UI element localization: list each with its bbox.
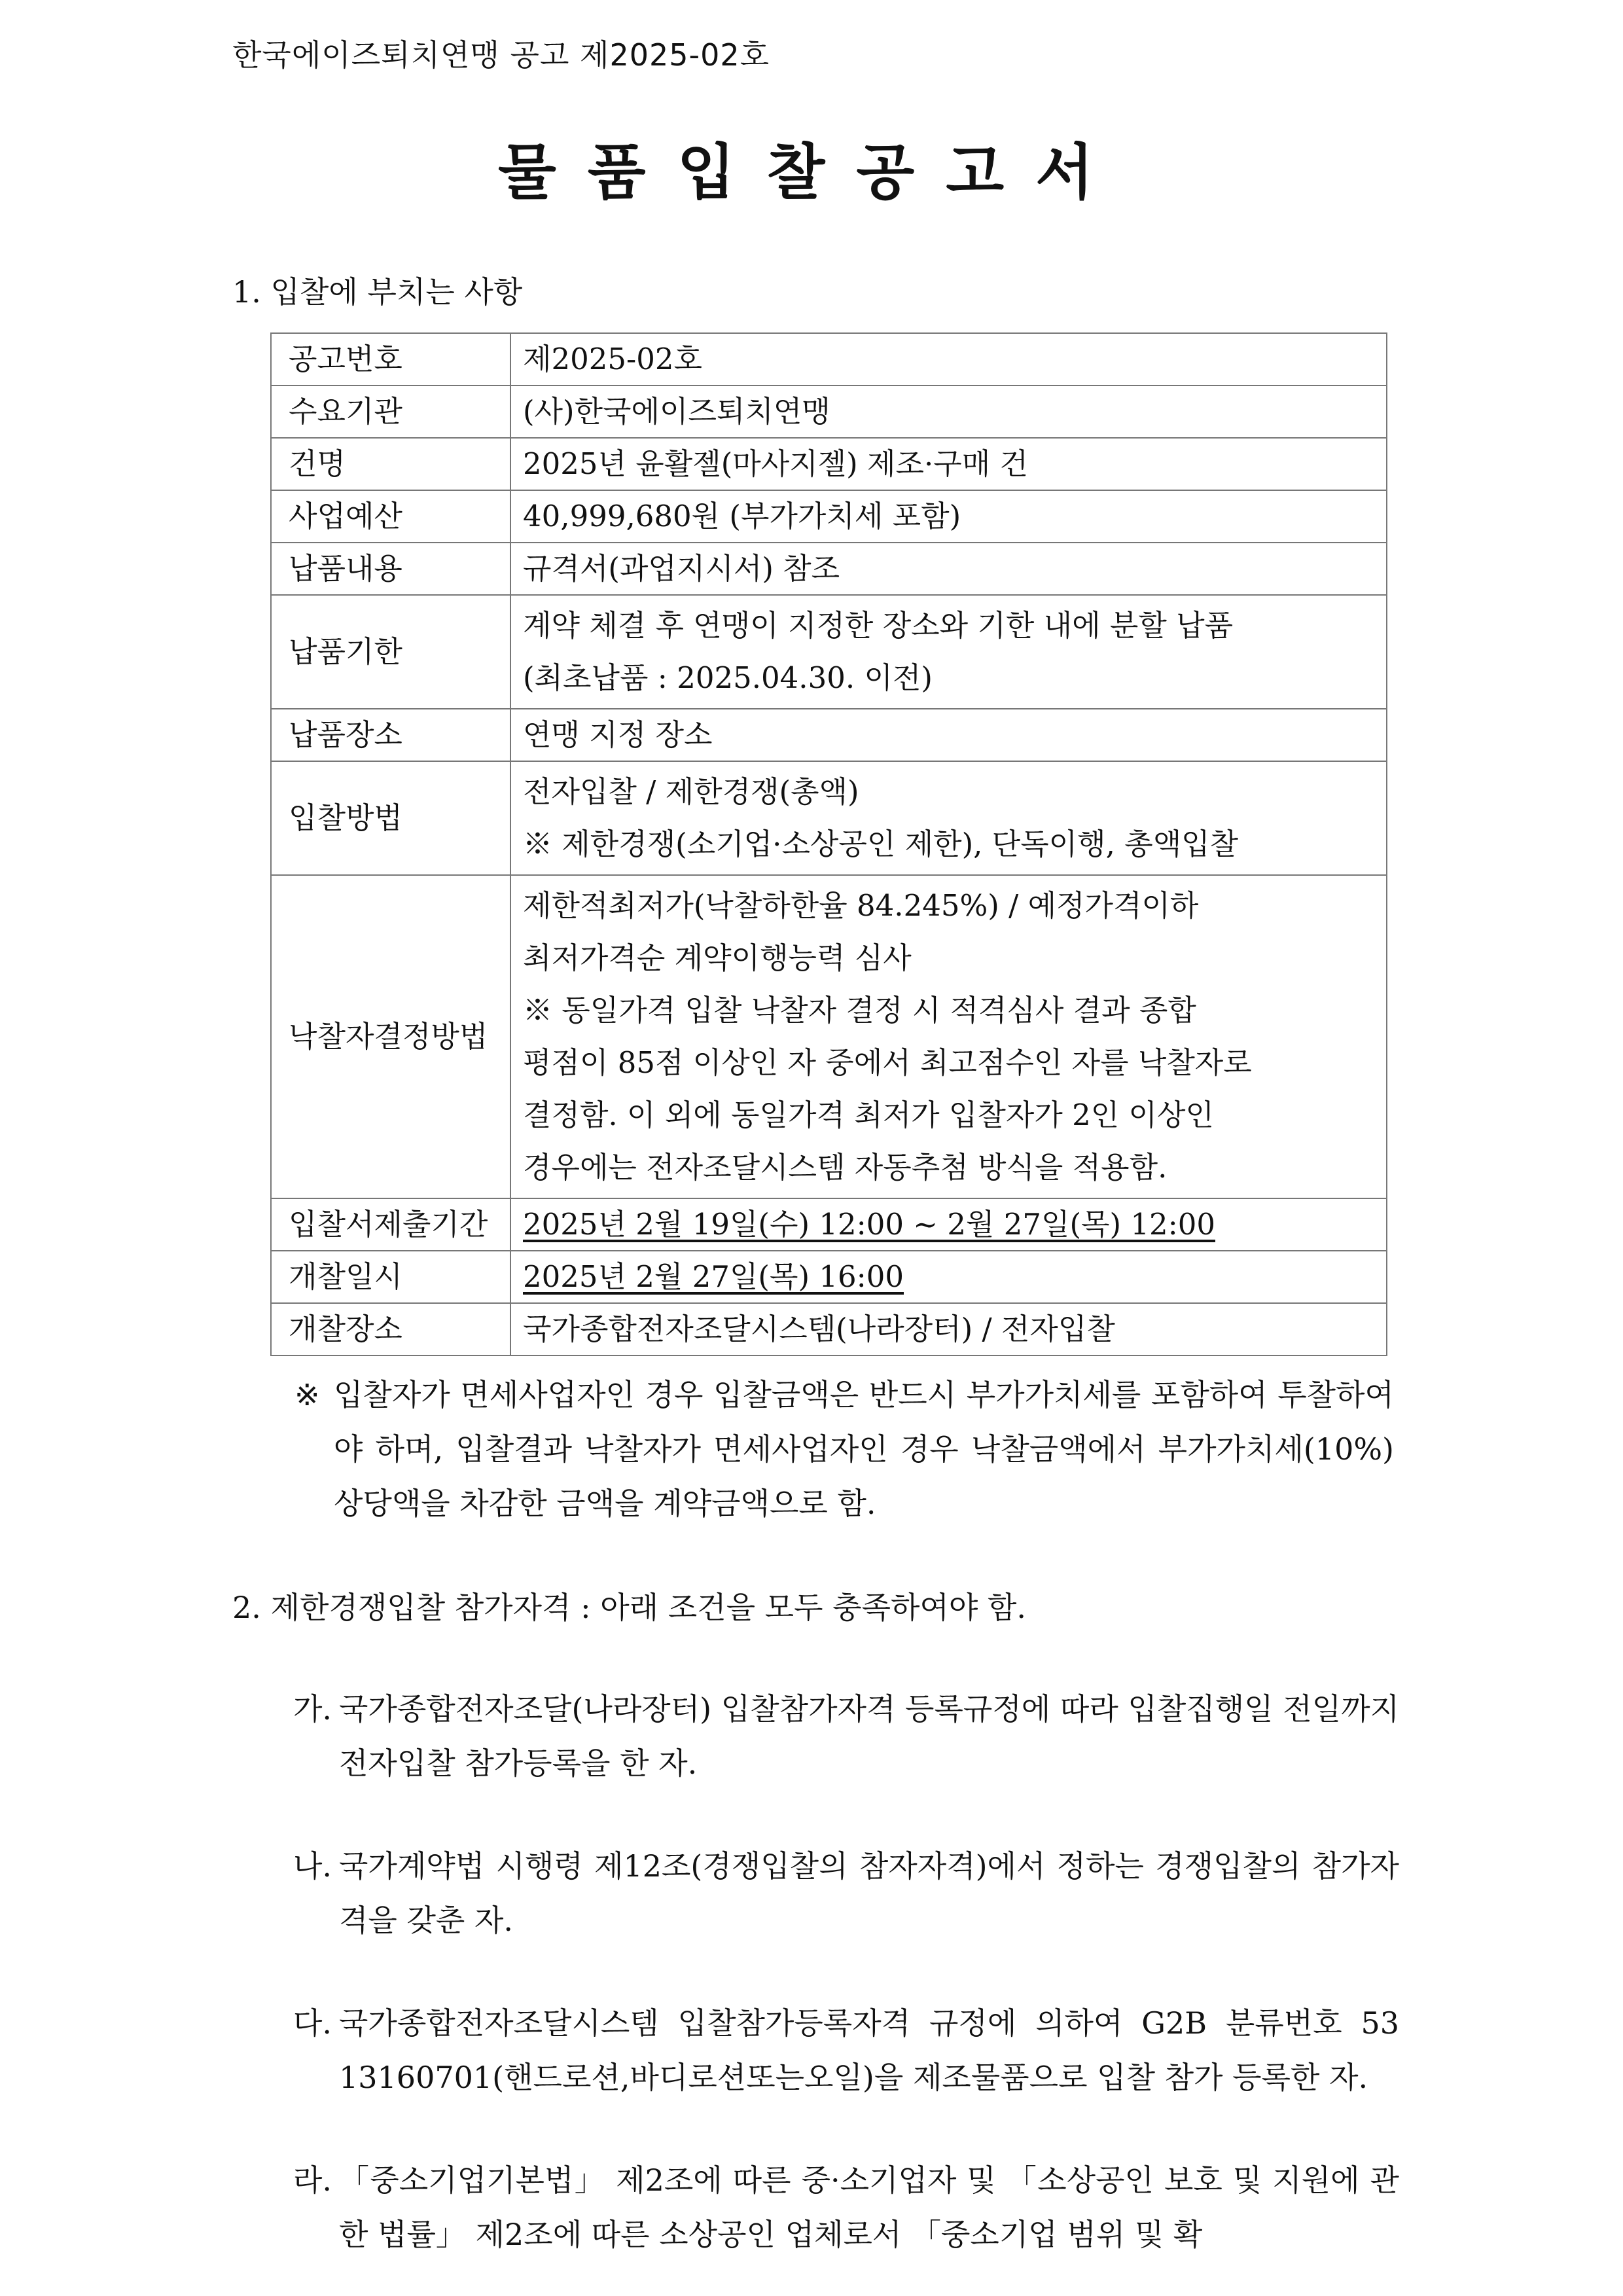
text-line: 평점이 85점 이상인 자 중에서 최고점수인 자를 낙찰자로: [523, 1045, 1252, 1080]
row-value-delivery-content: 규격서(과업지시서) 참조: [510, 543, 1387, 595]
text-line: ※ 제한경쟁(소기업·소상공인 제한), 단독이행, 총액입찰: [523, 827, 1239, 861]
text-line: 제한적최저가(낙찰하한율 84.245%) / 예정가격이하: [523, 888, 1199, 923]
section2-heading: 2. 제한경쟁입찰 참가자격 : 아래 조건을 모두 충족하여야 함.: [232, 1590, 1027, 1625]
table-row: [271, 490, 1387, 543]
list-item-text: 「중소기업기본법」 제2조에 따른 중·소기업자 및 「소상공인 보호 및 지원에 관한 법률」 제2조에 따른 소상공인 업체로서 「중소기업 범위 및 확: [339, 2162, 1399, 2252]
row-label-delivery-deadline: 납품기한: [271, 595, 510, 709]
table-row: [271, 438, 1387, 490]
row-value-delivery-deadline: [510, 595, 1387, 709]
table-row: [271, 595, 1387, 709]
list-item-text: 국가종합전자조달(나라장터) 입찰참가자격 등록규정에 따라 입찰집행일 전일까지 전자입찰 참가등록을 한 자.: [339, 1691, 1399, 1781]
row-value-agency: (사)한국에이즈퇴치연맹: [510, 386, 1387, 438]
table-row: [271, 1303, 1387, 1355]
row-label-submission-period: 입찰서제출기간: [271, 1198, 510, 1251]
list-item: [293, 1682, 1399, 1791]
notice-number-header: 한국에이즈퇴치연맹 공고 제2025-02호: [232, 37, 770, 73]
section1-heading: 1. 입찰에 부치는 사항: [232, 274, 523, 310]
text-line: 결정함. 이 외에 동일가격 최저가 입찰자가 2인 이상인: [523, 1098, 1214, 1132]
row-value-award-method: [510, 875, 1387, 1198]
row-label-delivery-place: 납품장소: [271, 709, 510, 761]
list-item-mark: 라.: [293, 2162, 332, 2198]
text-line: 경우에는 전자조달시스템 자동추첨 방식을 적용함.: [523, 1150, 1168, 1185]
row-label-award-method: 낙찰자결정방법: [271, 875, 510, 1198]
vat-note: [294, 1368, 1394, 1531]
table-row: [271, 1198, 1387, 1251]
list-item-mark: 가.: [293, 1691, 332, 1727]
row-label-budget: 사업예산: [271, 490, 510, 543]
table-row: [271, 386, 1387, 438]
list-item-text: 국가계약법 시행령 제12조(경쟁입찰의 참자자격)에서 정하는 경쟁입찰의 참가자격을 갖춘 자.: [339, 1848, 1399, 1938]
page-title: 물품입찰공고서: [497, 137, 1126, 207]
text-line: 계약 체결 후 연맹이 지정한 장소와 기한 내에 분할 납품: [523, 608, 1234, 643]
table-row: [271, 543, 1387, 595]
note-mark: ※: [294, 1377, 320, 1412]
row-value-opening-place: 국가종합전자조달시스템(나라장터) / 전자입찰: [510, 1303, 1387, 1355]
table-row: [271, 761, 1387, 875]
list-item: [293, 2153, 1399, 2262]
text-line: 전자입찰 / 제한경쟁(총액): [523, 774, 859, 809]
table-row: [271, 709, 1387, 761]
row-value-opening-datetime: [510, 1251, 1387, 1303]
list-item: [293, 1996, 1399, 2105]
row-label-opening-datetime: 개찰일시: [271, 1251, 510, 1303]
row-label-delivery-content: 납품내용: [271, 543, 510, 595]
row-value-bid-method: [510, 761, 1387, 875]
list-item: [293, 1839, 1399, 1948]
text-line: (최초납품 : 2025.04.30. 이전): [523, 660, 933, 695]
row-value-notice-no: 제2025-02호: [510, 333, 1387, 386]
table-row: [271, 875, 1387, 1198]
list-item-text: 국가종합전자조달시스템 입찰참가등록자격 규정에 의하여 G2B 분류번호 53 13160701(핸드로션,바디로션또는오일)을 제조물품으로 입찰 참가 등록한 자.: [339, 2005, 1399, 2095]
row-label-opening-place: 개찰장소: [271, 1303, 510, 1355]
row-label-agency: 수요기관: [271, 386, 510, 438]
list-item-mark: 나.: [293, 1848, 332, 1884]
row-value-submission-period: [510, 1198, 1387, 1251]
table-row: [271, 333, 1387, 386]
bid-info-table: [270, 332, 1387, 1356]
row-value-budget: 40,999,680원 (부가가치세 포함): [510, 490, 1387, 543]
row-value-delivery-place: 연맹 지정 장소: [510, 709, 1387, 761]
submission-period-text: 2025년 2월 19일(수) 12:00 ~ 2월 27일(목) 12:00: [523, 1207, 1216, 1242]
note-text: 입찰자가 면세사업자인 경우 입찰금액은 반드시 부가가치세를 포함하여 투찰하여야 하며, 입찰결과 낙찰자가 면세사업자인 경우 낙찰금액에서 부가가치세(10%) 상당액을 차감한 금액을 계약금액으로 함.: [334, 1377, 1394, 1521]
row-label-subject: 건명: [271, 438, 510, 490]
opening-datetime-text: 2025년 2월 27일(목) 16:00: [523, 1259, 904, 1294]
list-item-mark: 다.: [293, 2005, 332, 2041]
text-line: 최저가격순 계약이행능력 심사: [523, 941, 912, 975]
table-row: [271, 1251, 1387, 1303]
row-label-notice-no: 공고번호: [271, 333, 510, 386]
row-value-subject: 2025년 윤활젤(마사지젤) 제조·구매 건: [510, 438, 1387, 490]
row-label-bid-method: 입찰방법: [271, 761, 510, 875]
text-line: ※ 동일가격 입찰 낙찰자 결정 시 적격심사 결과 종합: [523, 993, 1196, 1028]
